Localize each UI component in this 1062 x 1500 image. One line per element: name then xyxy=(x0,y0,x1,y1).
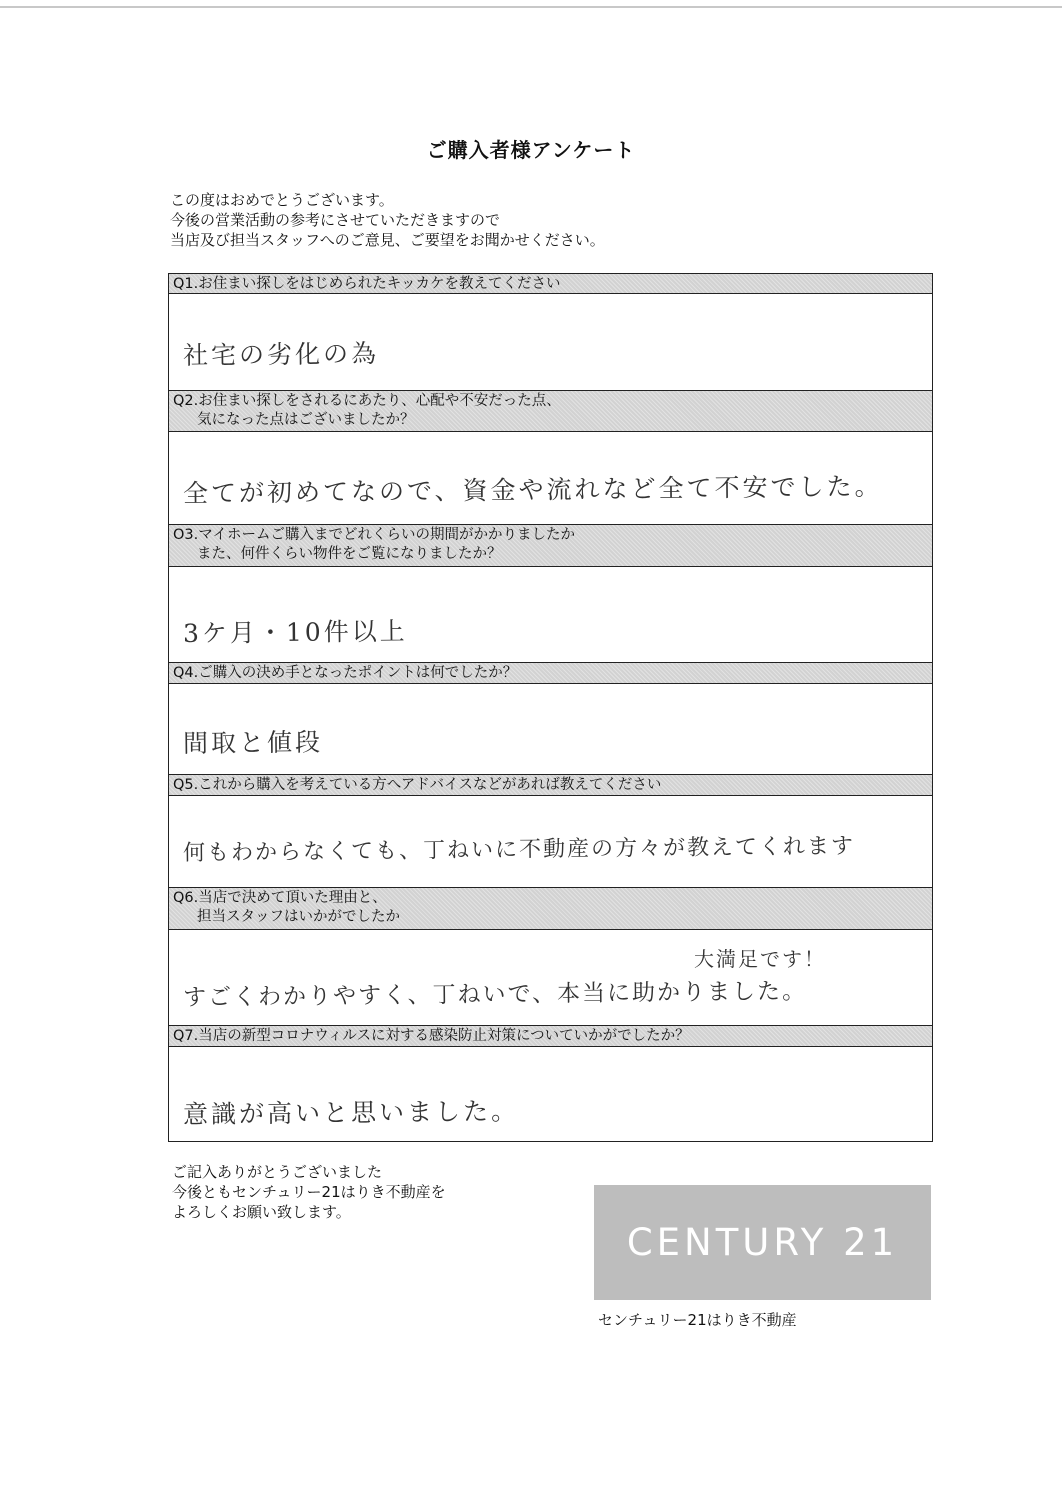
question-header xyxy=(169,1025,932,1047)
question-text-continued: 担当スタッフはいかがでしたか xyxy=(197,909,400,925)
handwritten-answer: 全てが初めてなので、資金や流れなど全て不安でした。 xyxy=(182,471,883,508)
question-header xyxy=(169,274,932,294)
handwritten-answer: 間取と値段 xyxy=(182,727,324,758)
survey-title: ご購入者様アンケート xyxy=(426,138,636,162)
question-text: Q2.お住まい探しをされるにあたり、心配や不安だった点、 xyxy=(173,393,561,409)
question-block-q7 xyxy=(169,1025,932,1143)
question-text: Q4.ご購入の決め手となったポイントは何でしたか？ xyxy=(173,665,518,681)
question-block-q4 xyxy=(169,662,932,774)
handwritten-note: 大満足です！ xyxy=(694,947,826,971)
closing-text xyxy=(172,1162,446,1222)
question-block-q6 xyxy=(169,887,932,1025)
question-text-continued: 気になった点はございましたか？ xyxy=(197,412,415,428)
intro-line: 当店及び担当スタッフへのご意見、ご要望をお聞かせください。 xyxy=(170,231,605,249)
question-text: Q5.これから購入を考えている方へアドバイスなどがあれば教えてください xyxy=(173,777,662,793)
intro-text xyxy=(170,190,605,250)
question-block-q3 xyxy=(169,524,932,662)
handwritten-answer: 社宅の劣化の為 xyxy=(182,338,380,370)
company-name: センチュリー21はりき不動産 xyxy=(598,1311,797,1329)
intro-line: 今後の営業活動の参考にさせていただきますので xyxy=(170,211,501,229)
question-header xyxy=(169,390,932,432)
closing-line: ご記入ありがとうございました xyxy=(172,1163,383,1181)
question-block-q5 xyxy=(169,774,932,887)
question-text: Q1.お住まい探しをはじめられたキッカケを教えてください xyxy=(173,276,561,292)
question-header xyxy=(169,774,932,796)
survey-form xyxy=(168,273,933,1142)
handwritten-answer: 意識が高いと思いました。 xyxy=(182,1096,520,1129)
question-text-continued: また、何件くらい物件をご覧になりましたか？ xyxy=(197,546,502,562)
century21-logo xyxy=(594,1185,931,1300)
intro-line: この度はおめでとうございます。 xyxy=(170,191,394,209)
closing-line: 今後ともセンチュリー21はりき不動産を xyxy=(172,1183,446,1201)
top-rule xyxy=(0,6,1062,8)
question-text: Q7.当店の新型コロナウィルスに対する感染防止対策についていかがでしたか？ xyxy=(173,1028,690,1044)
question-block-q1 xyxy=(169,274,932,390)
closing-line: よろしくお願い致します。 xyxy=(172,1203,351,1221)
question-text: Q6.当店で決めて頂いた理由と、 xyxy=(173,890,387,906)
logo-wordmark: CENTURY 21 xyxy=(626,1221,899,1264)
question-text: O3.マイホームご購入までどれくらいの期間がかかりましたか xyxy=(173,527,575,543)
question-block-q2 xyxy=(169,390,932,524)
question-header xyxy=(169,524,932,567)
handwritten-answer: 3ケ月・10件以上 xyxy=(182,616,408,648)
question-header xyxy=(169,662,932,684)
handwritten-answer: 何もわからなくても、丁ねいに不動産の方々が教えてくれます xyxy=(182,833,856,866)
question-header xyxy=(169,887,932,930)
handwritten-answer: すごくわかりやすく、丁ねいで、本当に助かりました。 xyxy=(182,978,808,1011)
